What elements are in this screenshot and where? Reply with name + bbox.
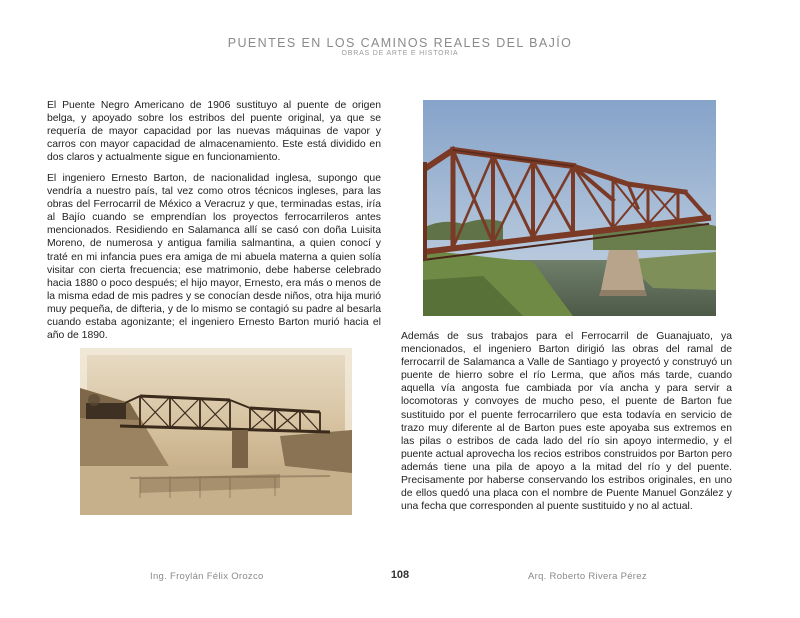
body-paragraph-3: Además de sus trabajos para el Ferrocarril de Guanajuato, ya mencionados, el ingeniero Barton dirigió las obras del ramal de ferrocarril de Salamanca a Valle de Santiago y proyectó y construyó un puente de hierro sobre el río Lerma, que años más tarde, cuando aquella vía angosta fue cambiada por vía ancha y para servir a locomotoras y convoyes de mucho peso, el puente de Barton fue sustituido por el puente ferrocarrilero que esta todavía en servicio de trazo muy diferente al de Barton pues este apoyaba sus extremos en las pilas o estribos de cada lado del río sin apoyo intermedio, y el puente actual aprovecha los recios estribos construidos por Barton pero además tiene una pila de apoyo a la mitad del río y del puente. Precisamente por haberse conservando los estribos originales, en uno de ellos quedó una placa con el nombre de Puente Manuel González y una fecha que corresponden al puente sustituido y no al actual.: [401, 331, 732, 513]
footer-author-left: Ing. Froylán Félix Orozco: [150, 571, 264, 582]
historic-bridge-photo: [80, 348, 352, 515]
body-paragraph-1: El Puente Negro Americano de 1906 sustituyo al puente de origen belga, y apoyado sobre los estribos del puente original, ya que se requería de mayor capacidad por las nuevas máquinas de vapor y carros con mayor capacidad de almacenamiento. Este está dividido en dos claros y actualmente sigue en funcionamiento.: [47, 100, 381, 164]
page-number: 108: [390, 569, 410, 581]
running-header-subtitle: OBRAS DE ARTE E HISTORIA: [341, 50, 459, 57]
footer-author-right: Arq. Roberto Rivera Pérez: [528, 571, 647, 582]
truss-bridge-photo: [423, 100, 716, 316]
running-header-title: PUENTES EN LOS CAMINOS REALES DEL BAJÍO: [227, 36, 573, 50]
body-paragraph-2: El ingeniero Ernesto Barton, de nacionalidad inglesa, supongo que vendría a nuestro país, tal vez como otros técnicos ingleses, para las obras del Ferrocarril de México a Veracruz y que, terminadas estas, iría al Bajío cuando se emprendían los proyectos ferrocarrileros antes mencionados. Residiendo en Salamanca allí se casó con doña Luisita Moreno, de numerosa y antigua familia salmantina, a quien conocí y traté en mi infancia pues era amiga de mi abuela materna a quien solía visitar con cierta frecuencia; ese matrimonio, debe haberse celebrado hacia 1880 o poco después; el hijo mayor, Ernesto, era más o menos de la misma edad de mis padres y se conocían desde niños, otra hija murió muy pequeña, de difteria, y de lo mismo se contagió su padre al besarla cuando estaba agonizante; el ingeniero Ernesto Barton murió hacia el año de 1890.: [47, 173, 381, 342]
